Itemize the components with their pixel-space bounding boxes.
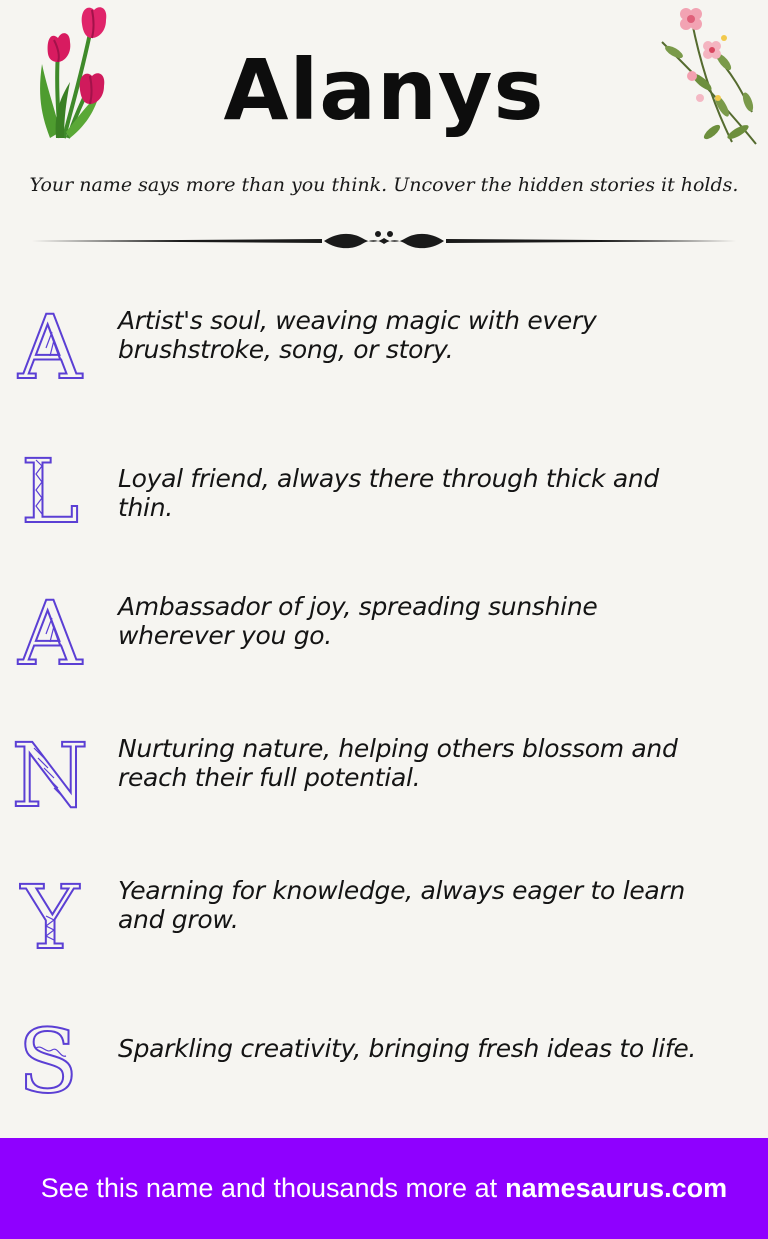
decorated-letter-y-icon — [8, 870, 92, 970]
decorated-letter-s-icon — [8, 1014, 92, 1114]
letter-meaning: Artist's soul, weaving magic with every brushstroke, song, or story. — [118, 306, 597, 364]
decorated-letter-n-icon — [8, 728, 92, 828]
letter-a-monogram — [0, 586, 100, 686]
letter-row — [0, 300, 768, 400]
svg-text:S: S — [17, 1014, 79, 1113]
letter-row — [0, 1014, 768, 1114]
letter-meaning: Sparkling creativity, bringing fresh ideas to life. — [118, 1034, 697, 1063]
letter-row — [0, 444, 768, 544]
letter-y-monogram — [0, 870, 100, 970]
letter-n-monogram — [0, 728, 100, 828]
svg-text:N: N — [11, 728, 89, 827]
letter-row — [0, 870, 768, 970]
letter-s-monogram — [0, 1014, 100, 1114]
svg-text:L: L — [20, 444, 80, 543]
letter-l-monogram — [0, 444, 100, 544]
letter-meaning: Nurturing nature, helping others blossom and reach their full potential. — [118, 734, 678, 792]
svg-text:A: A — [18, 300, 82, 399]
letter-meaning: Ambassador of joy, spreading sunshine wherever you go. — [118, 592, 598, 650]
ornamental-divider — [32, 224, 736, 258]
letter-a-monogram — [0, 300, 100, 400]
letter-row — [0, 728, 768, 828]
page-title: Alanys — [223, 41, 545, 139]
footer-brand-link[interactable]: namesaurus.com — [505, 1173, 728, 1203]
footer-text: See this name and thousands more at — [40, 1173, 498, 1203]
svg-text:A: A — [18, 586, 82, 685]
tagline: Your name says more than you think. Uncover the hidden stories it holds. — [29, 174, 739, 196]
decorated-letter-a-icon — [8, 300, 92, 400]
letter-meaning: Loyal friend, always there through thick and thin. — [118, 464, 659, 522]
letter-meaning: Yearning for knowledge, always eager to learn and grow. — [118, 876, 685, 934]
decorated-letter-l-icon — [8, 444, 92, 544]
footer-banner[interactable] — [0, 1138, 768, 1239]
decorated-letter-a-icon — [8, 586, 92, 686]
letter-row — [0, 586, 768, 686]
svg-text:Y: Y — [20, 870, 80, 969]
